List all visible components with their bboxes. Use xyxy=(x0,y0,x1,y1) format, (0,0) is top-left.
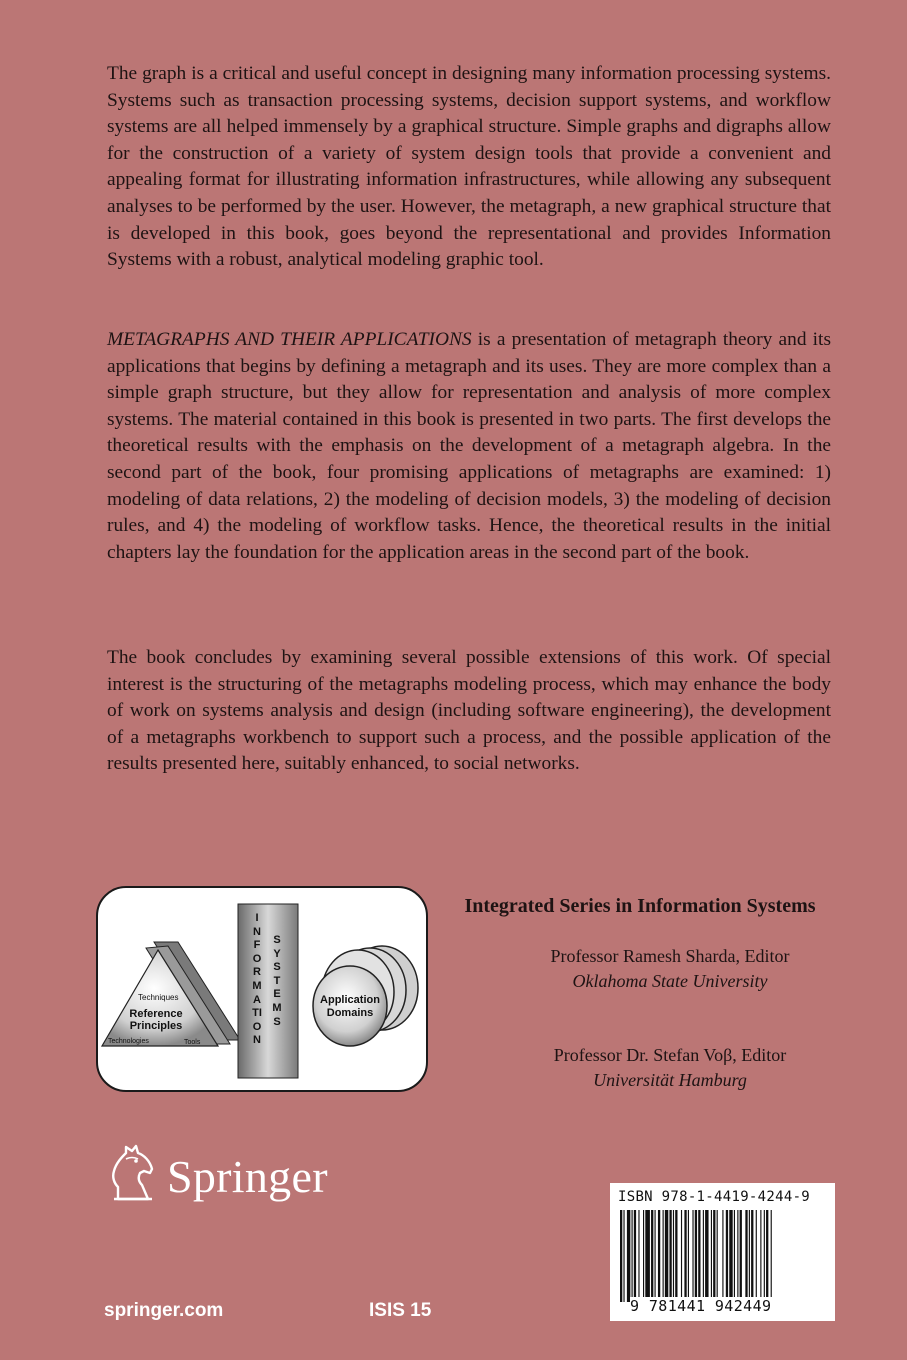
barcode-bar xyxy=(751,1210,753,1302)
barcode-bar xyxy=(749,1210,750,1302)
isbn-text: ISBN 978-1-4419-4244-9 xyxy=(618,1189,811,1205)
barcode-bar xyxy=(703,1210,704,1302)
editor-1-affiliation: Oklahoma State University xyxy=(572,971,768,991)
barcode-bar xyxy=(713,1210,715,1302)
barcode-bar xyxy=(734,1210,735,1302)
barcode-bar xyxy=(771,1210,772,1302)
barcode-bar xyxy=(711,1210,712,1302)
series-diagram-graphic xyxy=(98,888,428,1092)
barcode-bar xyxy=(764,1210,765,1302)
barcode-bar xyxy=(645,1210,650,1302)
information-column xyxy=(238,904,298,1078)
barcode-bar xyxy=(695,1210,697,1302)
barcode-bar xyxy=(665,1210,668,1302)
description-paragraph-2 xyxy=(107,327,831,566)
series-title: Integrated Series in Information Systems xyxy=(464,895,816,917)
springer-horse-icon xyxy=(104,1143,160,1203)
barcode-bar xyxy=(643,1210,644,1302)
barcode-bar xyxy=(760,1210,761,1302)
pyramid-middle-label: Reference Principles xyxy=(129,1008,183,1032)
barcode-bar xyxy=(737,1210,738,1302)
barcode-bar xyxy=(655,1210,656,1302)
barcode-bar xyxy=(627,1210,630,1302)
barcode-bar xyxy=(675,1210,677,1302)
isbn-barcode-box xyxy=(610,1183,835,1321)
barcode-bar xyxy=(756,1210,757,1302)
barcode-bar xyxy=(681,1210,682,1302)
barcode-bar xyxy=(726,1210,728,1302)
barcode-bar xyxy=(632,1210,633,1302)
editor-2-name: Professor Dr. Stefan Voβ, Editor xyxy=(553,1045,787,1065)
barcode-bar xyxy=(705,1210,708,1302)
description-paragraph-2-text: is a presentation of metagraph theory and its applications that begins by defining a metagraph and its uses. They are more complex than a simple graph structure, but they allow for representation and analysis of more complex systems. The material contained in this book is presented in two parts. The first develops the theoretical results with the emphasis on the development of a metagraph algebra. In the second part of the book, four promising applications of metagraphs are examined: 1) modeling of data relations, 2) the modeling of decision models, 3) the modeling of decision rules, and 4) the modeling of workflow tasks. Hence, the theoretical results in the initial chapters lay the foundation for the application areas in the second part of the book. xyxy=(107,329,831,563)
barcode-bar xyxy=(658,1210,660,1302)
barcode-bar xyxy=(638,1210,639,1302)
barcode-bar xyxy=(698,1210,700,1302)
barcode-bar xyxy=(651,1210,653,1302)
pyramid-left-label: Technologies xyxy=(108,1038,149,1045)
series-number: ISIS 15 xyxy=(369,1300,432,1321)
editor-2-affiliation: Universität Hamburg xyxy=(593,1070,747,1090)
barcode-bar xyxy=(673,1210,674,1302)
barcode-bar xyxy=(669,1210,671,1302)
barcode-bar xyxy=(623,1210,624,1302)
barcode-bar xyxy=(722,1210,723,1302)
barcode-bar xyxy=(688,1210,689,1302)
barcode-bar xyxy=(717,1210,718,1302)
barcode-bar xyxy=(740,1210,742,1302)
barcode-bar xyxy=(684,1210,686,1302)
springer-wordmark: Springer xyxy=(167,1151,328,1202)
barcode-bar xyxy=(766,1210,768,1302)
pyramid-right-label: Tools xyxy=(184,1039,201,1046)
column-information-label: INFORMATION xyxy=(252,912,262,1047)
barcode-bar xyxy=(663,1210,664,1302)
barcode-bar xyxy=(745,1210,747,1302)
barcode-bar xyxy=(634,1210,636,1302)
pyramid-top-label: Techniques xyxy=(138,993,179,1002)
application-domains-label: Application Domains xyxy=(320,994,380,1019)
barcode-bar xyxy=(692,1210,693,1302)
barcode-bars xyxy=(616,1210,830,1306)
description-paragraph-3: The book concludes by examining several possible extensions of this work. Of special interest is the structuring of the metagraphs modeling process, which may enhance the body of work on systems analysis and design (including software engineering), the development of a metagraphs workbench to support such a process, and the possible application of the results presented here, suitably enhanced, to social networks. xyxy=(107,647,831,775)
barcode-bar xyxy=(620,1210,622,1302)
book-title-italic: METAGRAPHS AND THEIR APPLICATIONS xyxy=(107,329,472,350)
series-diagram xyxy=(96,886,428,1092)
column-systems-label: SYSTEMS xyxy=(272,934,282,1028)
publisher-website-link[interactable]: springer.com xyxy=(104,1300,224,1321)
description-paragraph-1: The graph is a critical and useful concept in designing many information processing systems. Systems such as transaction processing systems, decision support systems, and workflow systems are all helped immensely by a graphical structure. Simple graphs and digraphs allow for the construction of a variety of system design tools that provide a convenient and appealing format for illustrating information infrastructures, while allowing any subsequent analyses to be performed by the user. However, the metagraph, a new graphical structure that is developed in this book, goes beyond the representational and provides Information Systems with a robust, analytical modeling graphic tool. xyxy=(107,63,831,271)
editor-1-name: Professor Ramesh Sharda, Editor xyxy=(550,946,790,966)
barcode-digits: 9 781441 942449 xyxy=(630,1297,830,1315)
barcode-bar xyxy=(729,1210,732,1302)
